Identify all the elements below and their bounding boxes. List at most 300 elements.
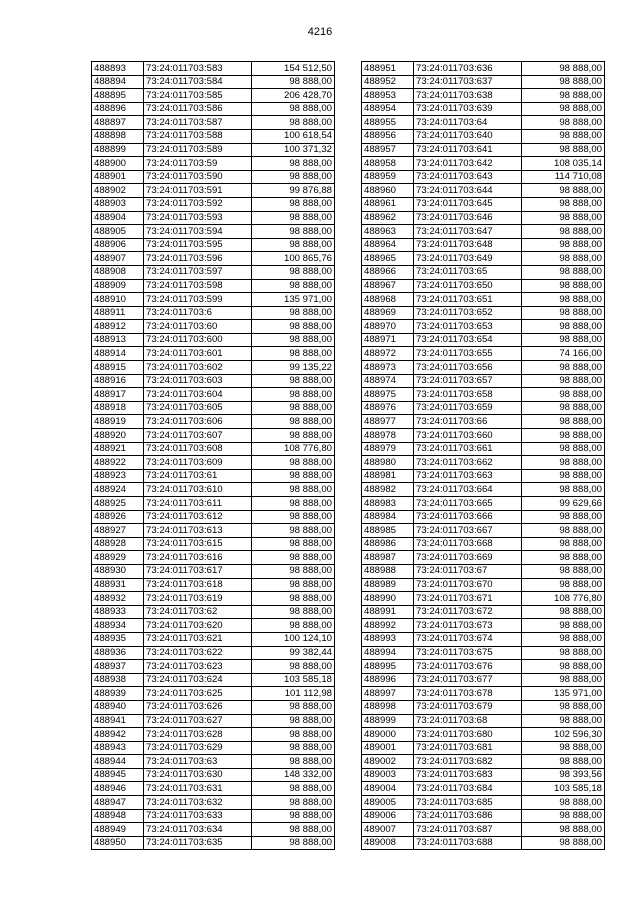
cadastral-number: 73:24:011703:654 (414, 333, 522, 347)
table-row (362, 551, 605, 565)
table-row (92, 129, 335, 143)
cadastral-value: 98 888,00 (252, 510, 335, 524)
row-number: 488951 (362, 62, 414, 76)
row-number: 488912 (92, 320, 144, 334)
table-row (362, 619, 605, 633)
cadastral-value: 98 888,00 (522, 129, 605, 143)
table-row (362, 483, 605, 497)
row-number: 488962 (362, 211, 414, 225)
table-row (92, 225, 335, 239)
table-row (362, 320, 605, 334)
row-number: 488942 (92, 728, 144, 742)
row-number: 488946 (92, 782, 144, 796)
cadastral-value: 98 888,00 (522, 102, 605, 116)
cadastral-number: 73:24:011703:619 (144, 592, 252, 606)
cadastral-number: 73:24:011703:649 (414, 252, 522, 266)
cadastral-value: 98 888,00 (252, 741, 335, 755)
cadastral-number: 73:24:011703:639 (414, 102, 522, 116)
table-row (362, 823, 605, 837)
row-number: 488989 (362, 578, 414, 592)
cadastral-value: 98 888,00 (252, 388, 335, 402)
cadastral-number: 73:24:011703:687 (414, 823, 522, 837)
row-number: 488961 (362, 197, 414, 211)
row-number: 488996 (362, 673, 414, 687)
cadastral-number: 73:24:011703:636 (414, 62, 522, 76)
table-row (92, 211, 335, 225)
cadastral-value: 98 888,00 (252, 551, 335, 565)
table-row (92, 660, 335, 674)
table-row (362, 306, 605, 320)
cadastral-number: 73:24:011703:597 (144, 265, 252, 279)
cadastral-number: 73:24:011703:641 (414, 143, 522, 157)
cadastral-value: 98 888,00 (522, 320, 605, 334)
cadastral-number: 73:24:011703:612 (144, 510, 252, 524)
cadastral-value: 98 888,00 (522, 456, 605, 470)
table-row (92, 497, 335, 511)
table-row (362, 279, 605, 293)
table-row (362, 564, 605, 578)
row-number: 488966 (362, 265, 414, 279)
cadastral-number: 73:24:011703:657 (414, 374, 522, 388)
row-number: 488926 (92, 510, 144, 524)
row-number: 488976 (362, 401, 414, 415)
cadastral-value: 98 888,00 (522, 415, 605, 429)
table-row (92, 143, 335, 157)
cadastral-value: 98 888,00 (252, 524, 335, 538)
cadastral-value: 98 888,00 (522, 551, 605, 565)
cadastral-value: 98 888,00 (522, 564, 605, 578)
cadastral-value: 98 888,00 (522, 211, 605, 225)
table-row (92, 673, 335, 687)
cadastral-value: 98 888,00 (522, 116, 605, 130)
cadastral-value: 98 888,00 (522, 809, 605, 823)
row-number: 489007 (362, 823, 414, 837)
table-row (362, 157, 605, 171)
cadastral-value: 135 971,00 (522, 687, 605, 701)
table-row (92, 293, 335, 307)
row-number: 488960 (362, 184, 414, 198)
table-row (362, 429, 605, 443)
row-number: 488963 (362, 225, 414, 239)
cadastral-number: 73:24:011703:626 (144, 700, 252, 714)
cadastral-value: 98 888,00 (252, 415, 335, 429)
cadastral-value: 98 888,00 (252, 157, 335, 171)
cadastral-number: 73:24:011703:669 (414, 551, 522, 565)
cadastral-number: 73:24:011703:625 (144, 687, 252, 701)
table-row (362, 714, 605, 728)
cadastral-value: 98 888,00 (522, 510, 605, 524)
row-number: 488928 (92, 537, 144, 551)
cadastral-value: 98 888,00 (522, 143, 605, 157)
table-row (92, 75, 335, 89)
cadastral-value: 98 888,00 (522, 605, 605, 619)
cadastral-number: 73:24:011703:651 (414, 293, 522, 307)
cadastral-value: 114 710,08 (522, 170, 605, 184)
cadastral-number: 73:24:011703:675 (414, 646, 522, 660)
cadastral-value: 98 888,00 (522, 75, 605, 89)
row-number: 488977 (362, 415, 414, 429)
cadastral-number: 73:24:011703:61 (144, 469, 252, 483)
cadastral-value: 98 393,56 (522, 768, 605, 782)
cadastral-value: 98 888,00 (522, 741, 605, 755)
cadastral-value: 98 888,00 (522, 361, 605, 375)
cadastral-number: 73:24:011703:637 (414, 75, 522, 89)
table-row (92, 469, 335, 483)
row-number: 488975 (362, 388, 414, 402)
cadastral-number: 73:24:011703:609 (144, 456, 252, 470)
cadastral-value: 98 888,00 (522, 388, 605, 402)
cadastral-number: 73:24:011703:593 (144, 211, 252, 225)
cadastral-value: 101 112,98 (252, 687, 335, 701)
row-number: 488943 (92, 741, 144, 755)
cadastral-value: 99 382,44 (252, 646, 335, 660)
row-number: 488978 (362, 429, 414, 443)
cadastral-value: 206 428,70 (252, 89, 335, 103)
table-row (362, 62, 605, 76)
row-number: 488915 (92, 361, 144, 375)
cadastral-number: 73:24:011703:615 (144, 537, 252, 551)
table-row (92, 537, 335, 551)
cadastral-value: 102 596,30 (522, 728, 605, 742)
cadastral-value: 98 888,00 (252, 320, 335, 334)
table-row (362, 225, 605, 239)
cadastral-value: 98 888,00 (522, 401, 605, 415)
cadastral-number: 73:24:011703:596 (144, 252, 252, 266)
row-number: 488991 (362, 605, 414, 619)
table-row (92, 741, 335, 755)
cadastral-number: 73:24:011703:67 (414, 564, 522, 578)
row-number: 488999 (362, 714, 414, 728)
cadastral-value: 103 585,18 (252, 673, 335, 687)
row-number: 488979 (362, 442, 414, 456)
table-row (362, 741, 605, 755)
cadastral-value: 98 888,00 (252, 755, 335, 769)
cadastral-number: 73:24:011703:586 (144, 102, 252, 116)
cadastral-number: 73:24:011703:623 (144, 660, 252, 674)
row-number: 488922 (92, 456, 144, 470)
cadastral-number: 73:24:011703:598 (144, 279, 252, 293)
cadastral-number: 73:24:011703:602 (144, 361, 252, 375)
table-row (362, 809, 605, 823)
table-row (362, 184, 605, 198)
row-number: 488957 (362, 143, 414, 157)
cadastral-value: 98 888,00 (252, 728, 335, 742)
cadastral-number: 73:24:011703:585 (144, 89, 252, 103)
table-row (92, 687, 335, 701)
cadastral-value: 98 888,00 (252, 75, 335, 89)
row-number: 488893 (92, 62, 144, 76)
table-row (92, 415, 335, 429)
cadastral-number: 73:24:011703:595 (144, 238, 252, 252)
row-number: 488901 (92, 170, 144, 184)
table-row (362, 211, 605, 225)
row-number: 488958 (362, 157, 414, 171)
cadastral-number: 73:24:011703:611 (144, 497, 252, 511)
cadastral-number: 73:24:011703:634 (144, 823, 252, 837)
cadastral-number: 73:24:011703:671 (414, 592, 522, 606)
cadastral-value: 98 888,00 (522, 265, 605, 279)
cadastral-number: 73:24:011703:607 (144, 429, 252, 443)
cadastral-value: 98 888,00 (252, 265, 335, 279)
cadastral-number: 73:24:011703:583 (144, 62, 252, 76)
cadastral-value: 98 888,00 (252, 537, 335, 551)
cadastral-number: 73:24:011703:60 (144, 320, 252, 334)
cadastral-value: 98 888,00 (522, 374, 605, 388)
table-row (362, 197, 605, 211)
cadastral-number: 73:24:011703:666 (414, 510, 522, 524)
row-number: 488972 (362, 347, 414, 361)
cadastral-value: 98 888,00 (522, 279, 605, 293)
cadastral-number: 73:24:011703:600 (144, 333, 252, 347)
row-number: 488894 (92, 75, 144, 89)
row-number: 488949 (92, 823, 144, 837)
cadastral-value: 99 876,88 (252, 184, 335, 198)
cadastral-number: 73:24:011703:630 (144, 768, 252, 782)
cadastral-value: 98 888,00 (252, 483, 335, 497)
cadastral-value: 98 888,00 (522, 632, 605, 646)
cadastral-number: 73:24:011703:644 (414, 184, 522, 198)
row-number: 488897 (92, 116, 144, 130)
cadastral-number: 73:24:011703:613 (144, 524, 252, 538)
row-number: 488983 (362, 497, 414, 511)
cadastral-number: 73:24:011703:605 (144, 401, 252, 415)
cadastral-number: 73:24:011703:686 (414, 809, 522, 823)
table-row (92, 524, 335, 538)
table-row (362, 347, 605, 361)
row-number: 488906 (92, 238, 144, 252)
row-number: 488953 (362, 89, 414, 103)
cadastral-value: 98 888,00 (522, 619, 605, 633)
cadastral-number: 73:24:011703:663 (414, 469, 522, 483)
cadastral-number: 73:24:011703:656 (414, 361, 522, 375)
cadastral-value: 98 888,00 (522, 293, 605, 307)
row-number: 488923 (92, 469, 144, 483)
row-number: 489003 (362, 768, 414, 782)
row-number: 488981 (362, 469, 414, 483)
row-number: 488908 (92, 265, 144, 279)
table-row (362, 442, 605, 456)
row-number: 488909 (92, 279, 144, 293)
table-row (92, 836, 335, 850)
table-row (362, 687, 605, 701)
row-number: 488939 (92, 687, 144, 701)
ledger-table-right (361, 61, 605, 850)
cadastral-number: 73:24:011703:59 (144, 157, 252, 171)
cadastral-value: 98 888,00 (252, 102, 335, 116)
cadastral-value: 148 332,00 (252, 768, 335, 782)
row-number: 488896 (92, 102, 144, 116)
cadastral-value: 98 888,00 (522, 660, 605, 674)
cadastral-value: 98 888,00 (252, 700, 335, 714)
row-number: 489005 (362, 796, 414, 810)
row-number: 488980 (362, 456, 414, 470)
cadastral-number: 73:24:011703:631 (144, 782, 252, 796)
table-row (92, 320, 335, 334)
row-number: 488941 (92, 714, 144, 728)
table-row (362, 673, 605, 687)
table-row (362, 102, 605, 116)
cadastral-number: 73:24:011703:653 (414, 320, 522, 334)
cadastral-number: 73:24:011703:603 (144, 374, 252, 388)
cadastral-number: 73:24:011703:628 (144, 728, 252, 742)
cadastral-value: 98 888,00 (252, 469, 335, 483)
table-row (362, 143, 605, 157)
cadastral-number: 73:24:011703:662 (414, 456, 522, 470)
cadastral-number: 73:24:011703:680 (414, 728, 522, 742)
table-row (92, 809, 335, 823)
row-number: 488986 (362, 537, 414, 551)
cadastral-number: 73:24:011703:647 (414, 225, 522, 239)
row-number: 488918 (92, 401, 144, 415)
table-row (92, 564, 335, 578)
table-row (362, 89, 605, 103)
row-number: 488988 (362, 564, 414, 578)
cadastral-number: 73:24:011703:68 (414, 714, 522, 728)
table-row (362, 796, 605, 810)
cadastral-number: 73:24:011703:592 (144, 197, 252, 211)
row-number: 488964 (362, 238, 414, 252)
cadastral-number: 73:24:011703:632 (144, 796, 252, 810)
cadastral-number: 73:24:011703:66 (414, 415, 522, 429)
row-number: 488927 (92, 524, 144, 538)
cadastral-number: 73:24:011703:63 (144, 755, 252, 769)
row-number: 488994 (362, 646, 414, 660)
row-number: 488990 (362, 592, 414, 606)
table-row (362, 700, 605, 714)
table-row (92, 646, 335, 660)
row-number: 488937 (92, 660, 144, 674)
cadastral-value: 98 888,00 (522, 537, 605, 551)
row-number: 488998 (362, 700, 414, 714)
cadastral-number: 73:24:011703:685 (414, 796, 522, 810)
cadastral-number: 73:24:011703:622 (144, 646, 252, 660)
table-row (362, 116, 605, 130)
table-row (92, 401, 335, 415)
table-row (362, 415, 605, 429)
table-row (92, 361, 335, 375)
table-row (362, 836, 605, 850)
table-row (92, 102, 335, 116)
cadastral-number: 73:24:011703:588 (144, 129, 252, 143)
cadastral-value: 98 888,00 (522, 238, 605, 252)
cadastral-value: 98 888,00 (522, 197, 605, 211)
cadastral-number: 73:24:011703:676 (414, 660, 522, 674)
row-number: 489008 (362, 836, 414, 850)
table-row (362, 252, 605, 266)
cadastral-value: 100 865,76 (252, 252, 335, 266)
cadastral-number: 73:24:011703:678 (414, 687, 522, 701)
table-row (362, 75, 605, 89)
row-number: 488993 (362, 632, 414, 646)
cadastral-number: 73:24:011703:668 (414, 537, 522, 551)
table-row (362, 401, 605, 415)
table-row (92, 551, 335, 565)
cadastral-value: 98 888,00 (522, 483, 605, 497)
cadastral-number: 73:24:011703:62 (144, 605, 252, 619)
row-number: 488936 (92, 646, 144, 660)
table-row (362, 238, 605, 252)
cadastral-value: 98 888,00 (252, 456, 335, 470)
cadastral-number: 73:24:011703:621 (144, 632, 252, 646)
cadastral-value: 98 888,00 (522, 184, 605, 198)
table-row (362, 755, 605, 769)
cadastral-value: 103 585,18 (522, 782, 605, 796)
row-number: 488905 (92, 225, 144, 239)
cadastral-number: 73:24:011703:664 (414, 483, 522, 497)
cadastral-number: 73:24:011703:591 (144, 184, 252, 198)
table-row (92, 62, 335, 76)
table-row (92, 116, 335, 130)
cadastral-value: 98 888,00 (252, 238, 335, 252)
cadastral-value: 98 888,00 (252, 836, 335, 850)
table-row (92, 388, 335, 402)
cadastral-number: 73:24:011703:660 (414, 429, 522, 443)
cadastral-number: 73:24:011703:674 (414, 632, 522, 646)
cadastral-number: 73:24:011703:681 (414, 741, 522, 755)
cadastral-value: 98 888,00 (522, 755, 605, 769)
row-number: 488997 (362, 687, 414, 701)
table-row (362, 578, 605, 592)
cadastral-value: 98 888,00 (252, 401, 335, 415)
cadastral-number: 73:24:011703:635 (144, 836, 252, 850)
cadastral-value: 98 888,00 (522, 89, 605, 103)
cadastral-number: 73:24:011703:658 (414, 388, 522, 402)
row-number: 489006 (362, 809, 414, 823)
row-number: 488904 (92, 211, 144, 225)
cadastral-number: 73:24:011703:679 (414, 700, 522, 714)
row-number: 489000 (362, 728, 414, 742)
row-number: 488945 (92, 768, 144, 782)
row-number: 488924 (92, 483, 144, 497)
cadastral-value: 98 888,00 (252, 170, 335, 184)
table-row (362, 456, 605, 470)
cadastral-value: 98 888,00 (252, 374, 335, 388)
row-number: 488929 (92, 551, 144, 565)
row-number: 488984 (362, 510, 414, 524)
cadastral-value: 99 135,22 (252, 361, 335, 375)
row-number: 488913 (92, 333, 144, 347)
row-number: 488944 (92, 755, 144, 769)
cadastral-number: 73:24:011703:616 (144, 551, 252, 565)
table-row (362, 782, 605, 796)
table-row (92, 768, 335, 782)
cadastral-number: 73:24:011703:584 (144, 75, 252, 89)
table-row (92, 374, 335, 388)
table-row (362, 632, 605, 646)
table-row (92, 632, 335, 646)
cadastral-number: 73:24:011703:665 (414, 497, 522, 511)
row-number: 488955 (362, 116, 414, 130)
table-row (362, 293, 605, 307)
cadastral-value: 98 888,00 (252, 714, 335, 728)
table-row (92, 619, 335, 633)
table-row (92, 578, 335, 592)
cadastral-value: 74 166,00 (522, 347, 605, 361)
row-number: 488925 (92, 497, 144, 511)
table-row (362, 497, 605, 511)
cadastral-value: 98 888,00 (522, 646, 605, 660)
row-number: 488932 (92, 592, 144, 606)
row-number: 489002 (362, 755, 414, 769)
cadastral-number: 73:24:011703:589 (144, 143, 252, 157)
cadastral-value: 98 888,00 (252, 823, 335, 837)
table-row (92, 823, 335, 837)
ledger-table-left (91, 61, 335, 850)
cadastral-value: 98 888,00 (252, 564, 335, 578)
row-number: 488911 (92, 306, 144, 320)
page-number: 4216 (307, 26, 333, 38)
cadastral-value: 98 888,00 (522, 442, 605, 456)
